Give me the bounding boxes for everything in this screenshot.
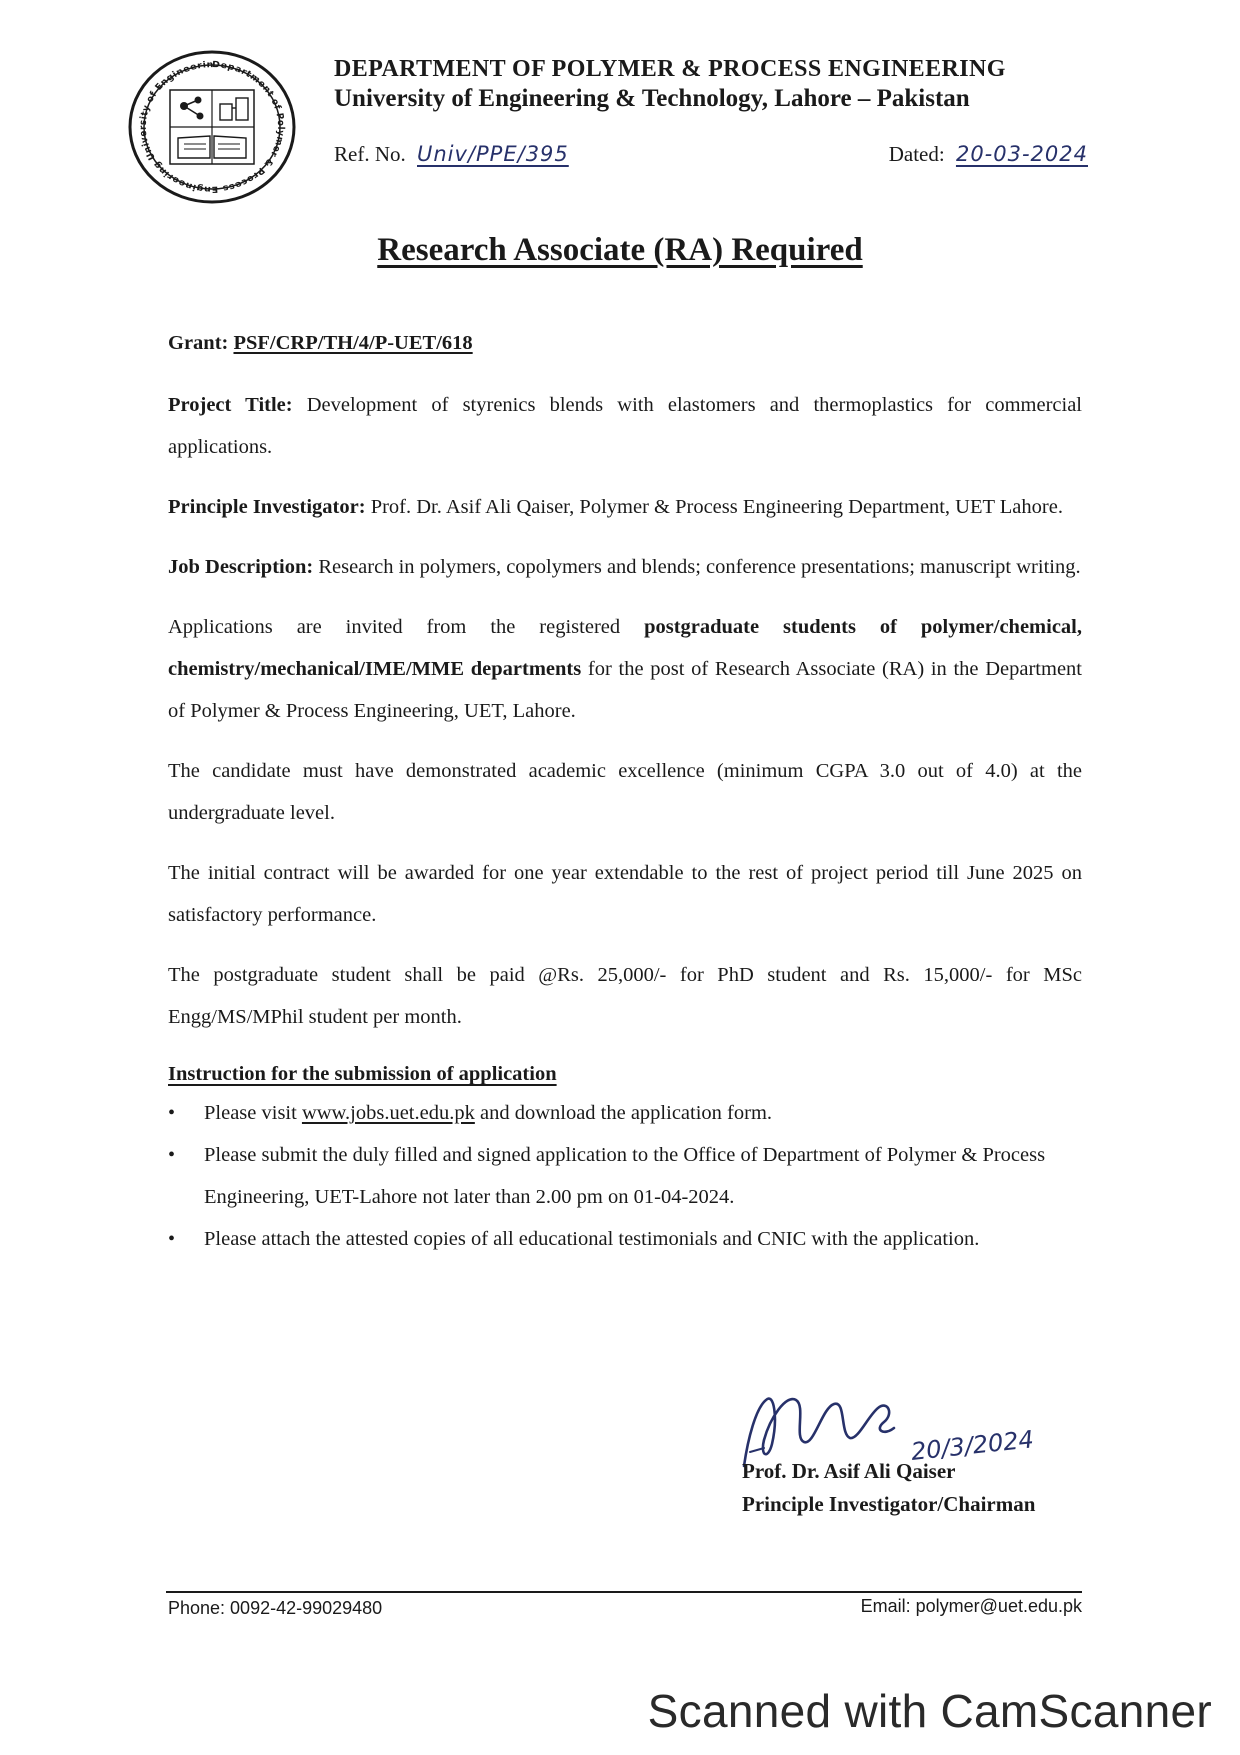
page-title: Research Associate (RA) Required [377, 232, 863, 268]
applications-text-end: for the post of Research Associate (RA) in the Department of Polymer & Process Engineering, UET, Lahore. [168, 658, 1082, 722]
dated-label: Dated: [888, 142, 945, 166]
job-label: Job Description: [168, 556, 314, 578]
department-name: DEPARTMENT OF POLYMER & PROCESS ENGINEERING [334, 56, 1006, 82]
university-name: University of Engineering & Technology, Lahore – Pakistan [334, 85, 970, 112]
university-seal-icon [128, 50, 296, 204]
footer-email: Email: polymer@uet.edu.pk [860, 1596, 1082, 1616]
instruction-1-start: Please visit [204, 1102, 302, 1124]
project-value: Development of styrenics blends with elastomers and thermoplastics for commercial applications. [168, 394, 1082, 458]
signatory-name: Prof. Dr. Asif Ali Qaiser [742, 1459, 956, 1483]
project-label: Project Title: [168, 394, 293, 416]
dated-value: 20-03-2024 [955, 142, 1088, 166]
project-title [168, 384, 1082, 468]
job-description [168, 546, 1082, 588]
instruction-3: Please attach the attested copies of all educational testimonials and CNIC with the application. [204, 1228, 980, 1250]
date-field [889, 142, 1088, 167]
grant-line [168, 322, 1082, 364]
footer-phone: Phone: 0092-42-99029480 [168, 1598, 383, 1618]
document-body [168, 322, 1082, 1260]
list-item [168, 1218, 1082, 1260]
footer-divider [166, 1591, 1082, 1593]
signature-date: 20/3/2024 [909, 1425, 1036, 1466]
ref-label: Ref. No. [334, 142, 406, 166]
investigator-value: Prof. Dr. Asif Ali Qaiser, Polymer & Process Engineering Department, UET Lahore. [370, 496, 1063, 518]
applications-paragraph [168, 606, 1082, 732]
bullet-icon: • [168, 1228, 176, 1250]
instructions-list [168, 1092, 1082, 1260]
grant-value: PSF/CRP/TH/4/P-UET/618 [233, 332, 473, 354]
job-value: Research in polymers, copolymers and blends; conference presentations; manuscript writing. [318, 556, 1081, 578]
principal-investigator [168, 486, 1082, 528]
bullet-icon: • [168, 1144, 176, 1166]
seal-ring-text: Department of Polymer & Process Engineering University of Engineerin [138, 60, 286, 194]
scanner-watermark: Scanned with CamScanner [647, 1685, 1212, 1737]
investigator-label: Principle Investigator: [168, 496, 366, 518]
instructions-heading: Instruction for the submission of application [168, 1063, 557, 1085]
list-item [168, 1134, 1082, 1218]
eligibility-paragraph: The candidate must have demonstrated academic excellence (minimum CGPA 3.0 out of 4.0) at the undergraduate level. [168, 760, 1082, 824]
reference-number [334, 142, 569, 167]
signatory-title: Principle Investigator/Chairman [742, 1492, 1036, 1516]
list-item [168, 1092, 1082, 1134]
applications-text-start: Applications are invited from the registered [168, 616, 645, 638]
ref-value: Univ/PPE/395 [417, 142, 569, 166]
instruction-1-end: and download the application form. [474, 1102, 773, 1124]
grant-label: Grant: [168, 332, 229, 354]
contract-paragraph: The initial contract will be awarded for one year extendable to the rest of project period till June 2025 on satisfactory performance. [168, 862, 1082, 926]
instruction-2: Please submit the duly filled and signed application to the Office of Department of Polymer & Process Engineering, UET-Lahore not later than 2.00 pm on 01-04-2024. [204, 1144, 1046, 1208]
applications-eligible-departments: postgraduate students of polymer/chemical, chemistry/mechanical/IME/MME departments [168, 616, 1082, 680]
pay-paragraph: The postgraduate student shall be paid @Rs. 25,000/- for PhD student and Rs. 15,000/- for MSc Engg/MS/MPhil student per month. [168, 964, 1082, 1028]
bullet-icon: • [168, 1102, 176, 1124]
jobs-website-link[interactable]: www.jobs.uet.edu.pk [301, 1102, 475, 1124]
